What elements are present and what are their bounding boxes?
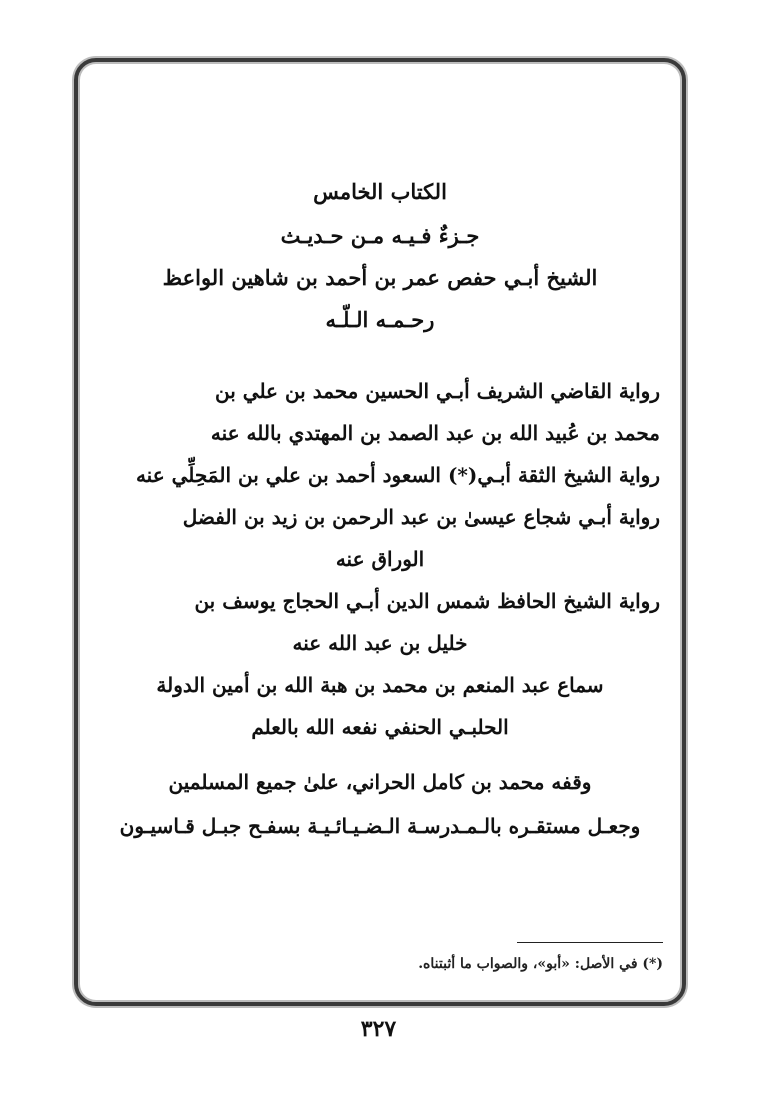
riwaya-line: رواية الشيخ الثقة أبـي(*) السعود أحمد بن علي بن المَحِلِّي عنه [135,463,660,487]
rahimahu-line: رحـمـه الـلّـه [325,307,435,332]
riwaya-line: الحلبـي الحنفي نفعه الله بالعلم [251,715,509,739]
riwaya-line: رواية أبـي شجاع عيسىٰ بن عبد الرحمن بن زيد بن الفضل [182,505,660,529]
page-number: ٣٢٧ [360,1016,397,1042]
footnote-divider [517,942,663,943]
riwaya-line: رواية القاضي الشريف أبـي الحسين محمد بن علي بن [215,379,660,403]
waqf-line: وقفه محمد بن كامل الحراني، علىٰ جميع المسلمين [168,770,592,794]
riwaya-line: الوراق عنه [335,547,425,571]
book-title: الكتاب الخامس [313,179,447,204]
riwaya-line: رواية الشيخ الحافظ شمس الدين أبـي الحجاج يوسف بن [194,589,660,613]
riwaya-line: محمد بن عُبيد الله بن عبد الصمد بن المهتدي بالله عنه [210,421,660,445]
shaykh-line: الشيخ أبـي حفص عمر بن أحمد بن شاهين الواعظ [162,265,598,290]
riwaya-line: سماع عبد المنعم بن محمد بن هبة الله بن أمين الدولة [156,673,604,697]
chain-of-transmission [100,370,660,748]
riwaya-line: خليل بن عبد الله عنه [292,631,468,655]
title-page-content [100,170,660,848]
footnote: (*) في الأصل: «أبو»، والصواب ما أثبتناه. [418,956,663,972]
juz-line: جـزءٌ فـيـه مـن حـديـث [280,223,480,248]
waqf-line: وجعـل مستقـره بالـمـدرسـة الـضـيـائـيـة بسفـح جبـل قـاسيـون [119,814,641,838]
